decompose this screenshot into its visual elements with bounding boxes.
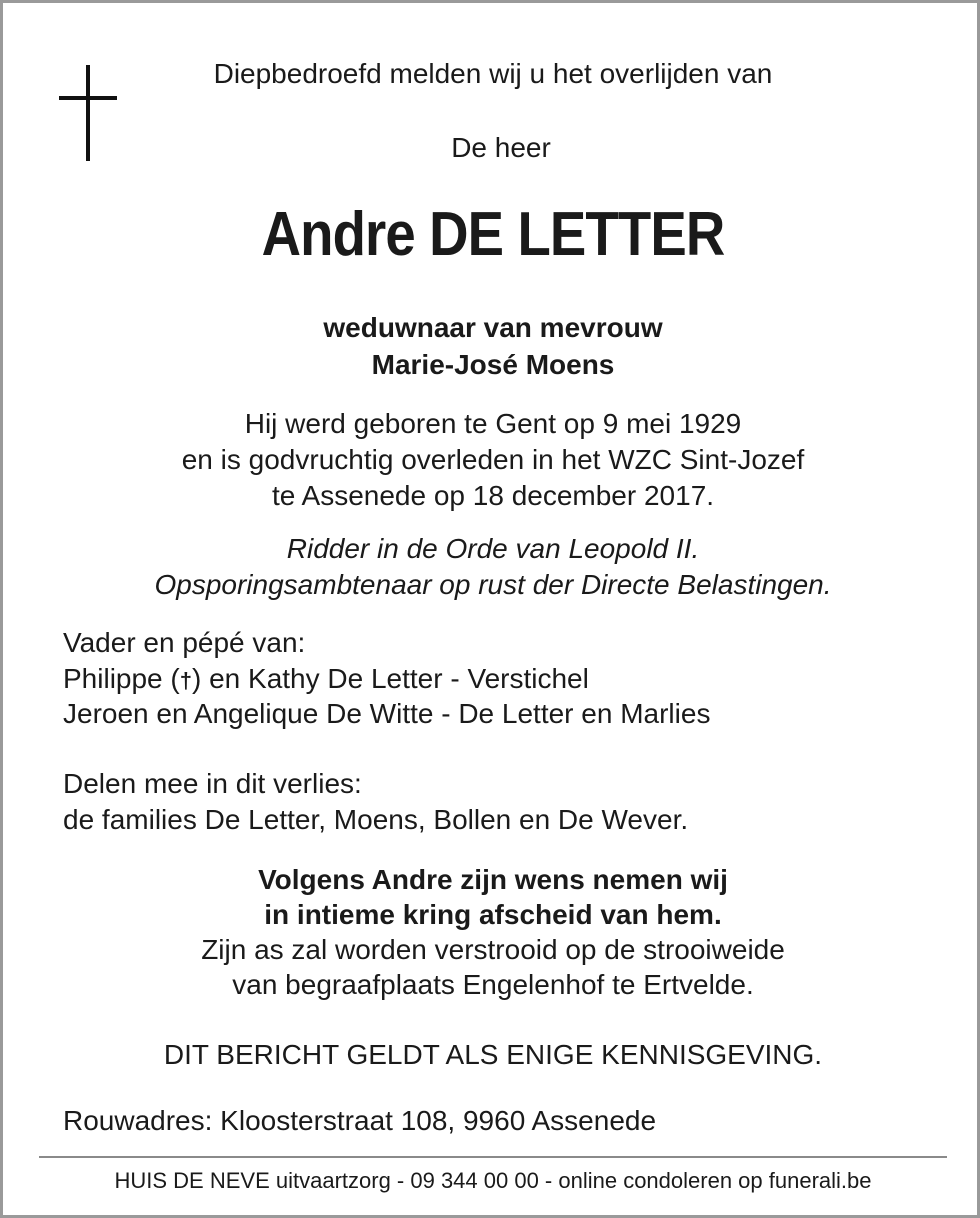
death-date-line: te Assenede op 18 december 2017. [271,480,715,511]
wish-line-3: Zijn as zal worden verstrooid op de strooiweide [201,934,785,965]
share-heading: Delen mee in dit verlies: [63,768,362,799]
wish-line-4: van begraafplaats Engelenhof te Ertvelde. [232,969,754,1000]
footer-text: HUIS DE NEVE uitvaartzorg - 09 344 00 00 - online condoleren op funerali.be [114,1168,872,1193]
share-line: de families De Letter, Moens, Bollen en De Wever. [63,804,689,835]
wish-line-2: in intieme kring afscheid van hem. [264,899,722,930]
honor-line-2: Opsporingsambtenaar op rust der Directe Belastingen. [154,569,832,600]
footer-divider [39,1156,947,1158]
birth-line: Hij werd geboren te Gent op 9 mei 1929 [244,408,742,439]
death-line: en is godvruchtig overleden in het WZC Sint-Jozef [181,444,805,475]
salutation: De heer [451,132,551,163]
wish-line-1: Volgens Andre zijn wens nemen wij [258,864,728,895]
intro-text: Diepbedroefd melden wij u het overlijden van [213,58,773,89]
family-line-1: Philippe (†) en Kathy De Letter - Verstichel [63,663,589,694]
dagger-icon: † [179,668,192,693]
spouse-line-2: Marie-José Moens [371,349,615,380]
family-heading: Vader en pépé van: [63,627,306,658]
spouse-line-1: weduwnaar van mevrouw [323,312,663,343]
honor-line-1: Ridder in de Orde van Leopold II. [286,533,700,564]
family-line-2: Jeroen en Angelique De Witte - De Letter en Marlies [63,698,711,729]
address-text: Rouwadres: Kloosterstraat 108, 9960 Assenede [63,1105,657,1136]
deceased-name: Andre DE LETTER [261,200,725,269]
notice-text: DIT BERICHT GELDT ALS ENIGE KENNISGEVING. [163,1039,823,1070]
